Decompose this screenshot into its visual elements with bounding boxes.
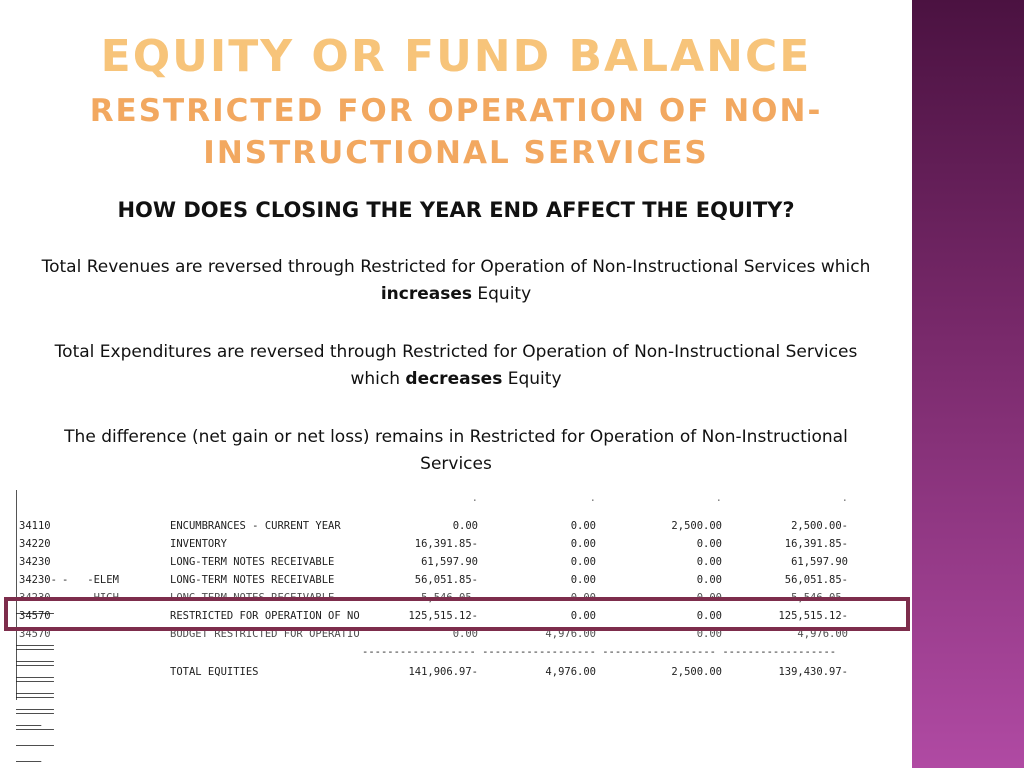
subtitle-line-2: INSTRUCTIONAL SERVICES (203, 135, 709, 171)
separator-dashes: ------------------ ------------------ ------------------ ------------------ (362, 646, 837, 658)
ledger-separator (16, 644, 896, 660)
total-col-3: 2,500.00 (671, 666, 722, 678)
decorative-sidebar (912, 0, 1024, 768)
value-col-4: 4,976.00 (797, 628, 848, 640)
ledger-report (16, 490, 896, 700)
value-col-1: 61,597.90 (421, 556, 478, 568)
account-description: LONG-TERM NOTES RECEIVABLE (170, 574, 335, 586)
sub-account: - -HIGH (62, 592, 119, 604)
paragraph-difference: The difference (net gain or net loss) remains in Restricted for Operation of Non-Instructional Services (64, 427, 848, 474)
value-col-1: 56,051.85- (414, 574, 478, 586)
value-col-2: 0.00 (570, 574, 596, 586)
question-heading: HOW DOES CLOSING THE YEAR END AFFECT THE EQUITY? (117, 198, 795, 222)
total-col-1: 141,906.97- (408, 666, 478, 678)
top-mark: . (841, 492, 848, 504)
slide-title: EQUITY OR FUND BALANCE (100, 31, 812, 82)
value-col-3: 2,500.00 (671, 520, 722, 532)
top-mark: . (589, 492, 596, 504)
top-mark: . (715, 492, 722, 504)
paragraph-expenditures (30, 339, 882, 393)
sub-account: - -ELEM (62, 574, 119, 586)
account-number: 34230 (19, 556, 51, 568)
value-col-3: 0.00 (696, 592, 722, 604)
account-description: RESTRICTED FOR OPERATION OF NO (170, 610, 360, 622)
value-col-2: 0.00 (570, 538, 596, 550)
p1-text: Total Revenues are reversed through Restricted for Operation of Non-Instructional Services which (41, 257, 871, 277)
highlight-box (4, 597, 910, 631)
value-col-4: 5,546.05- (791, 592, 848, 604)
value-col-2: 4,976.00 (545, 628, 596, 640)
value-col-2: 0.00 (570, 556, 596, 568)
account-number: 34230 (19, 592, 51, 604)
table-row (16, 536, 896, 552)
table-row (16, 518, 896, 534)
total-label: TOTAL EQUITIES (170, 666, 259, 678)
value-col-2: 0.00 (570, 520, 596, 532)
value-col-2: 0.00 (570, 610, 596, 622)
paragraph-revenues (30, 254, 882, 308)
slide-subtitle (0, 90, 912, 174)
value-col-1: 0.00 (452, 628, 478, 640)
value-col-4: 61,597.90 (791, 556, 848, 568)
total-col-4: 139,430.97- (778, 666, 848, 678)
account-number: 34570 (19, 610, 51, 622)
value-col-1: 5,546.05- (421, 592, 478, 604)
value-col-1: 0.00 (452, 520, 478, 532)
account-description: LONG-TERM NOTES RECEIVABLE (170, 556, 335, 568)
value-col-2: 0.00 (570, 592, 596, 604)
value-col-4: 56,051.85- (784, 574, 848, 586)
account-description: INVENTORY (170, 538, 227, 550)
value-col-3: 0.00 (696, 556, 722, 568)
account-description: ENCUMBRANCES - CURRENT YEAR (170, 520, 341, 532)
top-mark: . (471, 492, 478, 504)
account-number: 34220 (19, 538, 51, 550)
value-col-3: 0.00 (696, 538, 722, 550)
value-col-3: 0.00 (696, 628, 722, 640)
account-number: 34110 (19, 520, 51, 532)
p2-bold: decreases (405, 369, 503, 389)
total-col-2: 4,976.00 (545, 666, 596, 678)
value-col-4: 125,515.12- (778, 610, 848, 622)
value-col-3: 0.00 (696, 610, 722, 622)
p1-bold: increases (380, 284, 472, 304)
value-col-1: 16,391.85- (414, 538, 478, 550)
table-row (16, 554, 896, 570)
value-col-4: 2,500.00- (791, 520, 848, 532)
value-col-1: 125,515.12- (408, 610, 478, 622)
table-row (16, 572, 896, 588)
account-number: 34230- (19, 574, 57, 586)
ledger-top-marks (16, 490, 896, 506)
p1-end: Equity (472, 284, 532, 304)
value-col-3: 0.00 (696, 574, 722, 586)
account-number: 34570 (19, 628, 51, 640)
account-description: LONG-TERM NOTES RECEIVABLE (170, 592, 335, 604)
account-description: BUDGET RESTRICTED FOR OPERATIO (170, 628, 360, 640)
p2-end: Equity (502, 369, 562, 389)
ledger-total-row (16, 664, 896, 680)
p2-text: Total Expenditures are reversed through Restricted for Operation of Non-Instructional Services which (54, 342, 858, 389)
value-col-4: 16,391.85- (784, 538, 848, 550)
subtitle-line-1: RESTRICTED FOR OPERATION OF NON- (89, 93, 823, 129)
